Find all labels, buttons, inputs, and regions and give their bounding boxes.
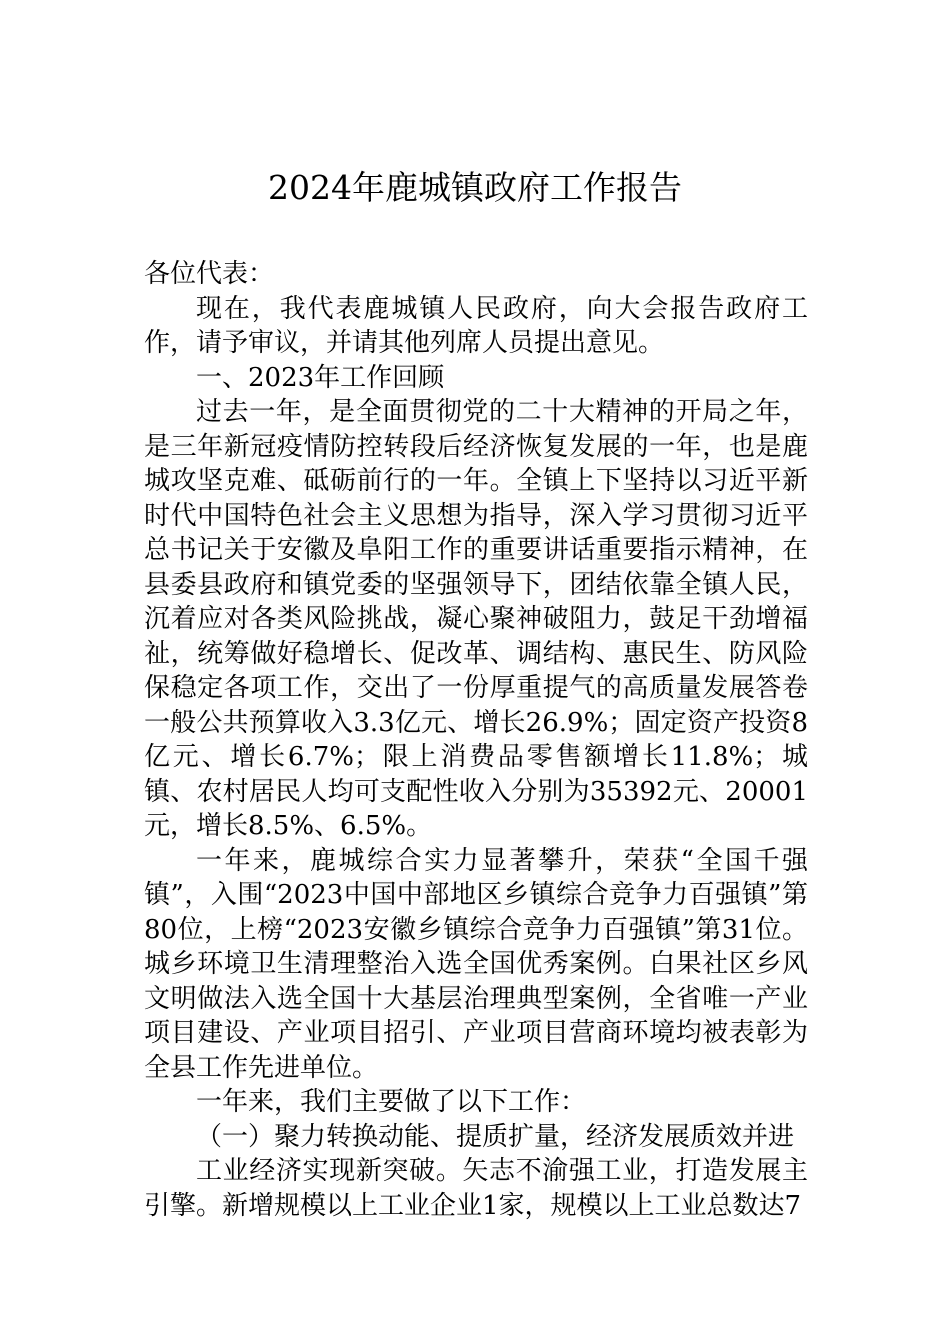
paragraph-intro: 现在，我代表鹿城镇人民政府，向大会报告政府工作，请予审议，并请其他列席人员提出意见。 bbox=[144, 293, 808, 358]
page-title: 2024年鹿城镇政府工作报告 bbox=[268, 168, 682, 207]
paragraph-review: 过去一年，是全面贯彻党的二十大精神的开局之年，是三年新冠疫情防控转段后经济恢复发展的一年，也是鹿城攻坚克难、砥砺前行的一年。全镇上下坚持以习近平新时代中国特色社会主义思想为指导，深入学习贯彻习近平总书记关于安徽及阜阳工作的重要讲话重要指示精神，在县委县政府和镇党委的坚强领导下，团结依靠全镇人民，沉着应对各类风险挑战，凝心聚神破阻力，鼓足干劲增福祉，统筹做好稳增长、促改革、调结构、惠民生、防风险保稳定各项工作，交出了一份厚重提气的高质量发展答卷一般公共预算收入3.3亿元、增长26.9%；固定资产投资8亿元、增长6.7%；限上消费品零售额增长11.8%；城镇、农村居民人均可支配性收入分别为35392元、20001元，增长8.5%、6.5%。 bbox=[144, 397, 808, 841]
paragraph-achievements: 一年来，鹿城综合实力显著攀升，荣获“全国千强镇”，入围“2023中国中部地区乡镇综合竞争力百强镇”第80位，上榜“2023安徽乡镇综合竞争力百强镇”第31位。城乡环境卫生清理整治入选全国优秀案例。白果社区乡风文明做法入选全国十大基层治理典型案例，全省唯一产业项目建设、产业项目招引、产业项目营商环境均被表彰为全县工作先进单位。 bbox=[144, 845, 808, 1083]
section-heading: 一、2023年工作回顾 bbox=[196, 362, 445, 393]
document-body bbox=[144, 257, 808, 1223]
salutation: 各位代表： bbox=[144, 259, 275, 289]
subsection-heading: （一）聚力转换动能、提质扩量，经济发展质效并进 bbox=[196, 1121, 795, 1152]
paragraph-work-intro: 一年来，我们主要做了以下工作： bbox=[196, 1087, 587, 1117]
paragraph-industry: 工业经济实现新突破。矢志不渝强工业，打造发展主引擎。新增规模以上工业企业1家，规模以上工业总数达7 bbox=[144, 1156, 808, 1221]
